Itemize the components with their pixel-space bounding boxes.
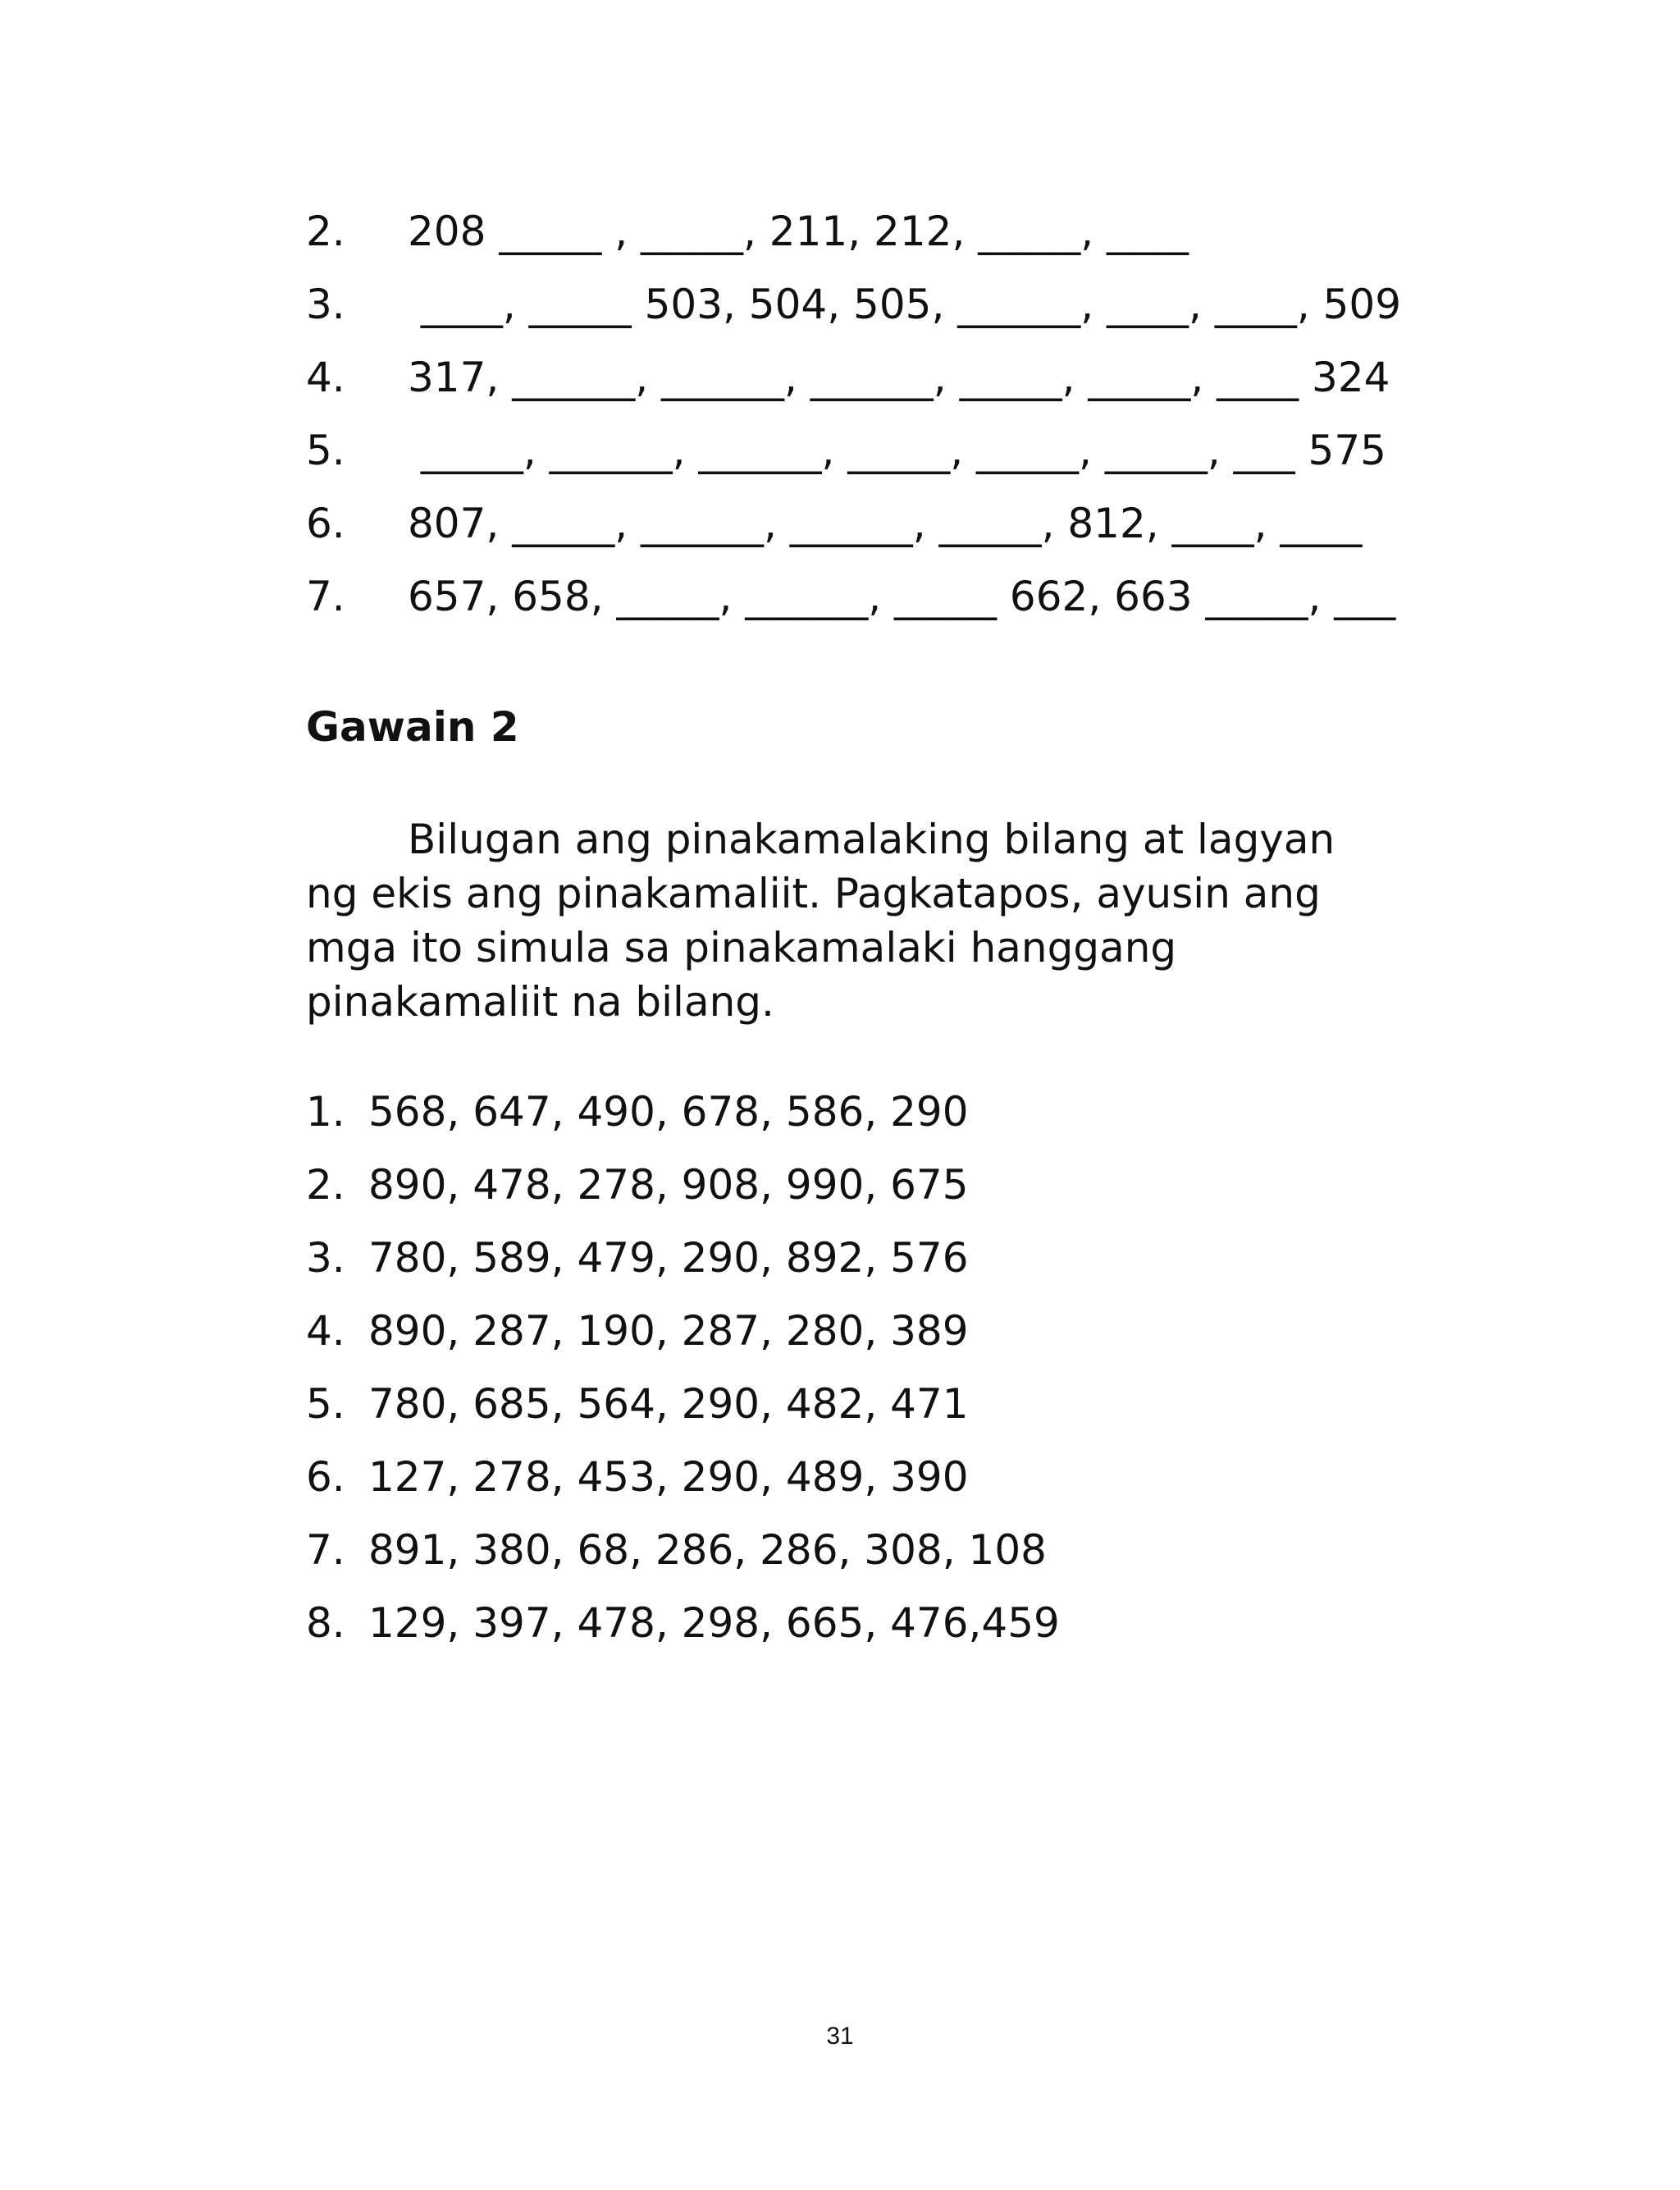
instruction-line: mga ito simula sa pinakamalaki hanggang bbox=[306, 924, 1177, 972]
item-number: 1. bbox=[306, 1088, 345, 1136]
item-number: 3. bbox=[306, 281, 345, 328]
sequence-item bbox=[306, 572, 1471, 645]
number-set-item bbox=[306, 1379, 1454, 1452]
instructions-paragraph bbox=[306, 812, 1454, 1029]
item-number: 5. bbox=[306, 1380, 345, 1428]
sequence-item bbox=[306, 426, 1471, 499]
section-heading: Gawain 2 bbox=[306, 703, 519, 751]
number-set-text: 890, 287, 190, 287, 280, 389 bbox=[368, 1307, 969, 1355]
number-set-text: 568, 647, 490, 678, 586, 290 bbox=[368, 1088, 969, 1136]
number-set-text: 780, 685, 564, 290, 482, 471 bbox=[368, 1380, 969, 1428]
sequence-item bbox=[306, 207, 1471, 280]
sequence-text: ____, _____ 503, 504, 505, ______, ____, ____, 509 bbox=[408, 281, 1402, 328]
sequence-text: 208 _____ , _____, 211, 212, _____, ____ bbox=[408, 208, 1189, 255]
item-number: 2. bbox=[306, 208, 345, 255]
item-number: 2. bbox=[306, 1161, 345, 1209]
item-number: 8. bbox=[306, 1599, 345, 1647]
sequence-item bbox=[306, 280, 1471, 353]
item-number: 4. bbox=[306, 1307, 345, 1355]
sequence-item bbox=[306, 353, 1471, 426]
number-set-text: 780, 589, 479, 290, 892, 576 bbox=[368, 1234, 969, 1282]
page-number: 31 bbox=[826, 2023, 854, 2050]
sequence-item bbox=[306, 499, 1471, 572]
number-set-text: 129, 397, 478, 298, 665, 476,459 bbox=[368, 1599, 1060, 1647]
item-number: 6. bbox=[306, 1453, 345, 1501]
number-set-item bbox=[306, 1087, 1454, 1160]
number-set-item bbox=[306, 1525, 1454, 1598]
sequence-text: 807, _____, ______, ______, _____, 812, ____, ____ bbox=[408, 500, 1363, 547]
item-number: 3. bbox=[306, 1234, 345, 1282]
sequence-text: _____, ______, ______, _____, _____, _____, ___ 575 bbox=[408, 427, 1386, 474]
number-set-item bbox=[306, 1452, 1454, 1525]
instruction-line: ng ekis ang pinakamaliit. Pagkatapos, ayusin ang bbox=[306, 870, 1321, 917]
number-sets-list bbox=[306, 1087, 1454, 1671]
item-number: 4. bbox=[306, 354, 345, 401]
item-number: 6. bbox=[306, 500, 345, 547]
number-set-item bbox=[306, 1598, 1454, 1671]
number-set-text: 127, 278, 453, 290, 489, 390 bbox=[368, 1453, 969, 1501]
sequence-exercise-list bbox=[306, 207, 1471, 645]
item-number: 7. bbox=[306, 1526, 345, 1574]
instruction-line: pinakamaliit na bilang. bbox=[306, 978, 774, 1026]
sequence-text: 317, ______, ______, ______, _____, _____, ____ 324 bbox=[408, 354, 1390, 401]
number-set-item bbox=[306, 1160, 1454, 1233]
number-set-item bbox=[306, 1306, 1454, 1379]
sequence-text: 657, 658, _____, ______, _____ 662, 663 _____, ___ bbox=[408, 573, 1396, 620]
item-number: 7. bbox=[306, 573, 345, 620]
number-set-item bbox=[306, 1233, 1454, 1306]
instruction-line: Bilugan ang pinakamalaking bilang at lagyan bbox=[408, 816, 1335, 863]
number-set-text: 890, 478, 278, 908, 990, 675 bbox=[368, 1161, 969, 1209]
item-number: 5. bbox=[306, 427, 345, 474]
number-set-text: 891, 380, 68, 286, 286, 308, 108 bbox=[368, 1526, 1047, 1574]
